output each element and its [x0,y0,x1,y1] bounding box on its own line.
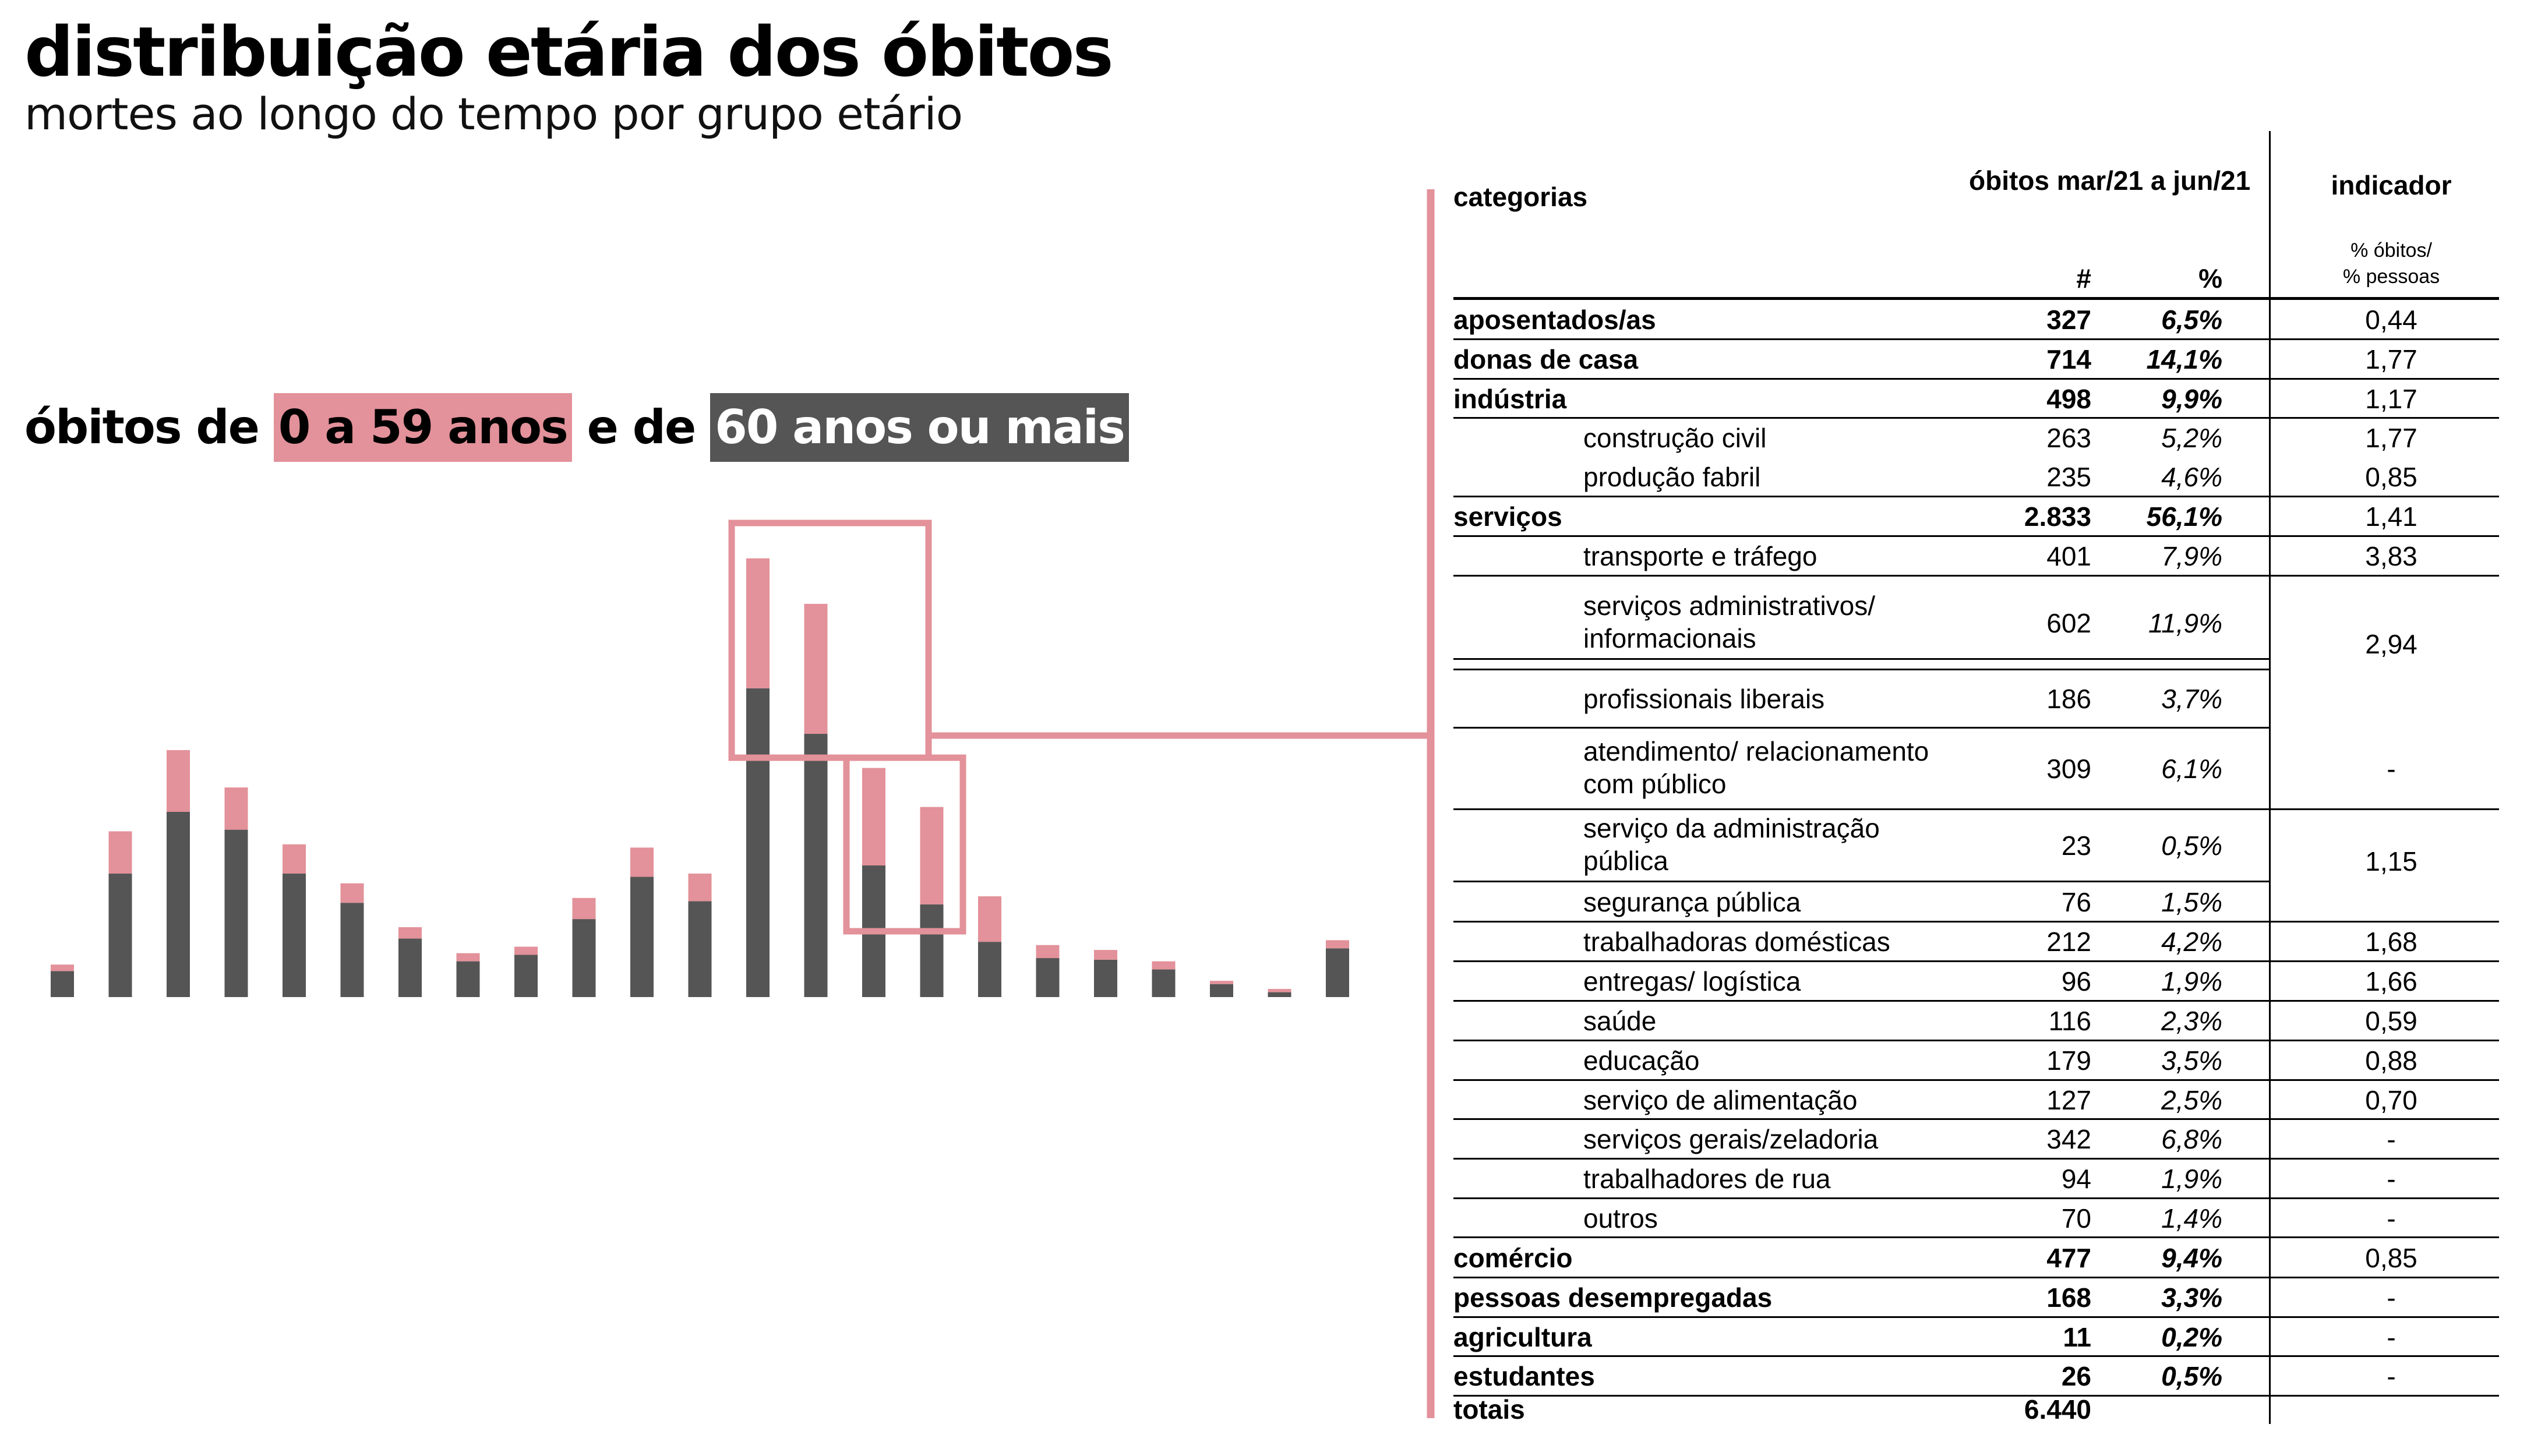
row-count: 498 [2046,383,2091,414]
row-rule [1453,1158,2499,1160]
row-label: outros [1583,1203,1658,1234]
row-rule [1453,378,2499,380]
row-count: 309 [2046,754,2091,784]
row-label: serviços administrativos/ [1583,590,1876,621]
row-count: 127 [2046,1084,2091,1115]
row-label: educação [1583,1045,1700,1076]
row-label: serviços gerais/zeladoria [1583,1124,1879,1154]
row-percent: 3,7% [2161,684,2222,714]
row-label: trabalhadoras domésticas [1583,927,1890,957]
merged-indicator-services-admin: 2,94 [2365,629,2417,659]
row-percent: 9,9% [2161,383,2222,414]
row-percent: 2,3% [2161,1006,2222,1036]
row-indicator: 1,41 [2365,501,2417,532]
row-label: produção fabril [1583,462,1761,492]
row-percent: 1,9% [2161,1164,2222,1194]
row-rule [1453,1040,2499,1041]
row-percent: 7,9% [2161,541,2222,571]
row-rule [1453,535,2499,537]
row-count: 11 [2063,1321,2091,1352]
row-indicator: - [2387,754,2396,784]
page-subtitle: mortes ao longo do tempo por grupo etário [24,88,963,140]
merged-indicator-public-admin: 1,15 [2365,846,2417,877]
row-rule [1453,496,2499,497]
row-count: 235 [2046,462,2091,492]
row-count: 401 [2046,541,2091,571]
legend-prefix: óbitos de [24,400,259,454]
row-percent: 0,5% [2161,831,2222,861]
row-label: comércio [1453,1242,1573,1273]
row-count: 76 [2061,886,2091,917]
row-rule [1453,417,2499,419]
row-indicator: 0,59 [2365,1006,2417,1036]
row-label: estudantes [1453,1361,1595,1391]
row-count: 26 [2061,1361,2091,1391]
header-deaths-period: óbitos mar/21 a jun/21 [1969,165,2251,196]
header-indicator-sub1: % óbitos/ [2351,239,2432,261]
row-count: 602 [2046,607,2091,638]
row-indicator: 1,77 [2365,344,2417,374]
legend-young-swatch: 0 a 59 anos [274,393,572,462]
row-percent: 6,1% [2161,754,2222,784]
row-count: 212 [2046,927,2091,957]
row-count: 94 [2061,1164,2091,1194]
row-count: 342 [2046,1124,2091,1154]
row-indicator: 0,70 [2365,1084,2417,1115]
row-label-line2: informacionais [1583,623,1756,653]
row-indicator: 1,66 [2365,966,2417,996]
row-percent: 0,2% [2161,1321,2222,1352]
header-indicator-sub2: % pessoas [2342,266,2440,288]
row-rule [1453,658,2269,660]
indicator-separator [2269,131,2271,1424]
row-label: saúde [1583,1006,1657,1036]
row-rule [1453,1000,2499,1002]
row-percent: 9,4% [2161,1242,2222,1273]
row-rule [1453,1355,2499,1357]
legend-middle: e de [587,400,696,454]
row-percent: 5,2% [2161,422,2222,453]
row-indicator: 1,68 [2365,927,2417,957]
row-label: serviço de alimentação [1583,1084,1858,1115]
row-percent: 1,5% [2161,886,2222,917]
legend-old-swatch: 60 anos ou mais [710,393,1129,462]
row-count: 263 [2046,422,2091,453]
row-indicator: - [2387,1361,2396,1391]
row-percent: 4,2% [2161,927,2222,957]
row-rule [1453,881,2269,882]
row-percent: 11,9% [2148,607,2222,638]
row-count: 327 [2046,305,2091,335]
row-label: segurança pública [1583,886,1801,917]
header-categories: categorias [1453,182,1588,212]
row-rule [1453,1079,2499,1081]
header-rule [1453,297,2499,300]
header-percent: % [2198,263,2222,294]
row-indicator: 0,44 [2365,305,2417,335]
row-percent: 1,4% [2161,1203,2222,1234]
totals-count: 6.440 [2024,1394,2091,1425]
row-indicator: - [2387,1282,2396,1313]
row-rule [1453,1316,2499,1318]
row-percent: 14,1% [2146,344,2222,374]
row-indicator: 1,77 [2365,422,2417,453]
row-label: serviço da administração [1583,813,1880,843]
row-percent: 56,1% [2146,501,2222,532]
row-percent: 6,8% [2161,1124,2222,1154]
row-label: pessoas desempregadas [1453,1282,1773,1313]
row-rule [1453,669,2269,670]
row-percent: 4,6% [2161,462,2222,492]
row-rule [1453,1197,2499,1199]
row-rule [1453,1118,2499,1120]
row-label: serviços [1453,501,1562,532]
row-label-line2: com público [1583,769,1727,799]
row-label: entregas/ logística [1583,966,1801,996]
row-count: 477 [2046,1242,2091,1273]
totals-label: totais [1453,1394,1525,1425]
header-count: # [2076,263,2091,294]
row-indicator: 0,85 [2365,462,2417,492]
row-indicator: 1,17 [2365,383,2417,414]
row-rule [1453,1236,2499,1238]
row-label: trabalhadores de rua [1583,1164,1831,1194]
row-label: profissionais liberais [1583,684,1825,714]
row-indicator: 0,85 [2365,1242,2417,1273]
row-indicator: - [2387,1124,2396,1154]
row-label: atendimento/ relacionamento [1583,736,1929,766]
row-label: construção civil [1583,422,1767,453]
row-rule [1453,575,2499,577]
row-label: transporte e tráfego [1583,541,1817,571]
row-indicator: 0,88 [2365,1045,2417,1076]
row-indicator: 3,83 [2365,541,2417,571]
row-count: 186 [2046,684,2091,714]
row-count: 96 [2061,966,2091,996]
row-rule [1453,1277,2499,1278]
row-rule [1453,727,2269,729]
row-label: donas de casa [1453,344,1639,374]
row-count: 179 [2046,1045,2091,1076]
row-rule [1453,921,2499,923]
row-count: 70 [2061,1203,2091,1234]
row-percent: 0,5% [2161,1361,2222,1391]
row-label: aposentados/as [1453,305,1656,335]
row-rule [1453,808,2499,810]
row-label: indústria [1453,383,1567,414]
row-indicator: - [2387,1203,2396,1234]
row-percent: 1,9% [2161,966,2222,996]
row-percent: 3,5% [2161,1045,2222,1076]
row-percent: 2,5% [2161,1084,2222,1115]
row-indicator: - [2387,1164,2396,1194]
page-title: distribuição etária dos óbitos [24,12,1112,92]
row-label: agricultura [1453,1321,1592,1352]
row-count: 168 [2046,1282,2091,1313]
row-rule [1453,338,2499,340]
row-percent: 3,3% [2161,1282,2222,1313]
row-percent: 6,5% [2161,305,2222,335]
row-count: 116 [2048,1006,2091,1036]
header-indicator: indicador [2331,170,2452,200]
row-indicator: - [2387,1321,2396,1352]
row-count: 714 [2046,344,2091,374]
row-count: 2.833 [2024,501,2091,532]
row-count: 23 [2061,831,2091,861]
row-label-line2: pública [1583,846,1668,876]
row-rule [1453,960,2499,962]
